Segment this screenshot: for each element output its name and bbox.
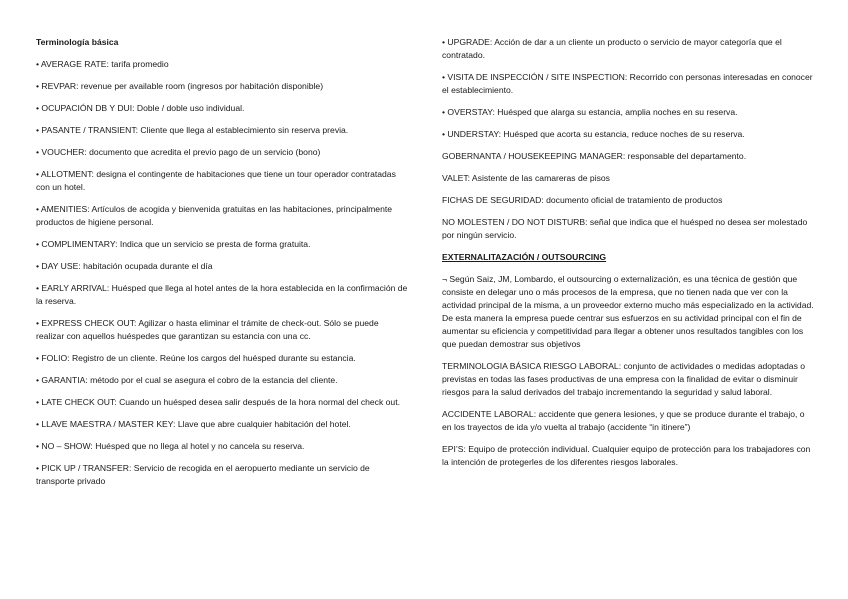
term-item: VALET: Asistente de las camareras de pisos <box>442 173 610 183</box>
term-item: NO MOLESTEN / DO NOT DISTURB: señal que indica que el huésped no desea ser molestado por ningún servicio. <box>442 217 808 240</box>
term-item: • AVERAGE RATE: tarifa promedio <box>36 59 169 69</box>
term-item: • UNDERSTAY: Huésped que acorta su estancia, reduce noches de su reserva. <box>442 129 745 139</box>
paragraph: ¬ Según Saiz, JM, Lombardo, el outsourcing o externalización, es una técnica de gestión que consiste en delegar uno o más procesos de la empresa, que no tienen nada que ver con la actividad principal de la misma, a un proveedor externo mucho más especializado en la actividad. De esta manera la empresa puede centrar sus esfuerzos en su actividad principal con el fin de aumentar su eficiencia y competitividad para llegar a obtener unos resultados tangibles con los que puedan demostrar sus objetivos <box>442 274 814 349</box>
term-item: • VISITA DE INSPECCIÓN / SITE INSPECTION: Recorrido con personas interesadas en conocer el establecimiento. <box>442 72 813 95</box>
term-item: • REVPAR: revenue per available room (ingresos por habitación disponible) <box>36 81 324 91</box>
term-item: • LATE CHECK OUT: Cuando un huésped desea salir después de la hora normal del check out. <box>36 397 400 407</box>
paragraph: EPI’S: Equipo de protección individual. Cualquier equipo de protección para los trabajadores con la intención de protegerles de los diferentes riesgos laborales. <box>442 444 811 467</box>
term-item: • NO – SHOW: Huésped que no llega al hotel y no cancela su reserva. <box>36 441 305 451</box>
section-heading-outsourcing: EXTERNALITAZACIÓN / OUTSOURCING <box>442 252 607 262</box>
section-heading-terminologia: Terminología básica <box>36 37 119 47</box>
term-item: GOBERNANTA / HOUSEKEEPING MANAGER: responsable del departamento. <box>442 151 747 161</box>
term-item: • OVERSTAY: Huésped que alarga su estancia, amplia noches en su reserva. <box>442 107 738 117</box>
term-item: • VOUCHER: documento que acredita el previo pago de un servicio (bono) <box>36 147 321 157</box>
term-item: • LLAVE MAESTRA / MASTER KEY: Llave que abre cualquier habitación del hotel. <box>36 419 351 429</box>
term-item: • EARLY ARRIVAL: Huésped que llega al hotel antes de la hora establecida en la confirmación de la reserva. <box>36 283 408 306</box>
term-item: • PICK UP / TRANSFER: Servicio de recogida en el aeropuerto mediante un servicio de transporte privado <box>36 463 370 486</box>
term-item: • OCUPACIÓN DB Y DUI: Doble / doble uso individual. <box>36 103 245 113</box>
term-item: • EXPRESS CHECK OUT: Agilizar o hasta eliminar el trámite de check-out. Sólo se puede realizar con aquellos huéspedes que garantizan su estancia con una cc. <box>36 318 379 341</box>
term-item: • PASANTE / TRANSIENT: Cliente que llega al establecimiento sin reserva previa. <box>36 125 349 135</box>
term-item: • AMENITIES: Artículos de acogida y bienvenida gratuitas en las habitaciones, principalmente productos de higiene personal. <box>36 204 393 227</box>
term-item: • COMPLIMENTARY: Indica que un servicio se presta de forma gratuita. <box>36 239 311 249</box>
term-item: • FOLIO: Registro de un cliente. Reúne los cargos del huésped durante su estancia. <box>36 353 356 363</box>
term-item: • GARANTIA: método por el cual se asegura el cobro de la estancia del cliente. <box>36 375 338 385</box>
paragraph: TERMINOLOGIA BÁSICA RIESGO LABORAL: conjunto de actividades o medidas adoptadas o previstas en todas las fases productivas de una empresa con la finalidad de evitar o disminuir riesgos para la salud derivados del trabajo incrementando la seguridad y salud laboral. <box>442 361 806 397</box>
right-column <box>442 36 814 478</box>
term-item: • UPGRADE: Acción de dar a un cliente un producto o servicio de mayor categoría que el contratado. <box>442 37 782 60</box>
paragraph: ACCIDENTE LABORAL: accidente que genera lesiones, y que se produce durante el trabajo, o en los trayectos de ida y/o vuelta al trabajo (accidente “in itinere”) <box>442 409 805 432</box>
term-item: FICHAS DE SEGURIDAD: documento oficial de tratamiento de productos <box>442 195 723 205</box>
left-column <box>36 36 408 497</box>
term-item: • DAY USE: habitación ocupada durante el día <box>36 261 213 271</box>
term-item: • ALLOTMENT: designa el contingente de habitaciones que tiene un tour operador contratadas con un hotel. <box>36 169 396 192</box>
